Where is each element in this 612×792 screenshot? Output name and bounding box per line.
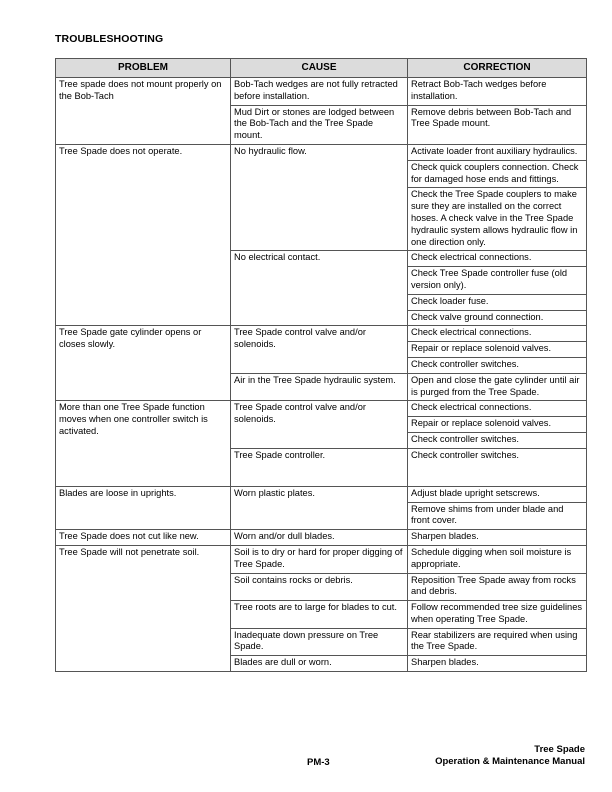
cause-cell: Tree Spade controller. xyxy=(231,448,408,486)
correction-cell: Check valve ground connection. xyxy=(408,310,587,326)
correction-cell: Check electrical connections. xyxy=(408,326,587,342)
correction-cell: Check controller switches. xyxy=(408,357,587,373)
correction-cell: Check controller switches. xyxy=(408,448,587,486)
cause-cell: Worn plastic plates. xyxy=(231,486,408,529)
page-heading: TROUBLESHOOTING xyxy=(55,33,164,45)
table-row xyxy=(56,486,587,502)
correction-cell: Check loader fuse. xyxy=(408,294,587,310)
correction-cell: Open and close the gate cylinder until air is purged from the Tree Spade. xyxy=(408,373,587,401)
cause-cell: Inadequate down pressure on Tree Spade. xyxy=(231,628,408,656)
column-header-correction: CORRECTION xyxy=(408,59,587,78)
cause-cell: Tree Spade control valve and/or solenoids. xyxy=(231,326,408,373)
cause-cell: Bob-Tach wedges are not fully retracted before installation. xyxy=(231,78,408,106)
correction-cell: Remove debris between Bob-Tach and Tree Spade mount. xyxy=(408,105,587,144)
footer-manual: Operation & Maintenance Manual xyxy=(435,756,585,767)
table-row xyxy=(56,530,587,546)
problem-cell: Tree Spade does not cut like new. xyxy=(56,530,231,546)
cause-cell: No electrical contact. xyxy=(231,251,408,326)
problem-cell: Tree Spade will not penetrate soil. xyxy=(56,545,231,671)
troubleshooting-table xyxy=(55,58,587,672)
footer-product: Tree Spade xyxy=(534,744,585,755)
column-header-cause: CAUSE xyxy=(231,59,408,78)
correction-cell: Reposition Tree Spade away from rocks and debris. xyxy=(408,573,587,601)
table-row xyxy=(56,144,587,160)
table-row xyxy=(56,326,587,342)
footer-title xyxy=(435,744,585,768)
correction-cell: Check electrical connections. xyxy=(408,251,587,267)
table-header-row xyxy=(56,59,587,78)
table-row xyxy=(56,401,587,417)
cause-cell: Soil is to dry or hard for proper digging of Tree Spade. xyxy=(231,545,408,573)
table-row xyxy=(56,545,587,573)
page-number: PM-3 xyxy=(307,757,330,768)
correction-cell: Adjust blade upright setscrews. xyxy=(408,486,587,502)
correction-cell: Schedule digging when soil moisture is appropriate. xyxy=(408,545,587,573)
correction-cell: Remove shims from under blade and front cover. xyxy=(408,502,587,530)
correction-cell: Repair or replace solenoid valves. xyxy=(408,417,587,433)
correction-cell: Sharpen blades. xyxy=(408,530,587,546)
column-header-problem: PROBLEM xyxy=(56,59,231,78)
cause-cell: Blades are dull or worn. xyxy=(231,656,408,672)
problem-cell: Tree spade does not mount properly on the Bob-Tach xyxy=(56,78,231,145)
correction-cell: Check Tree Spade controller fuse (old version only). xyxy=(408,267,587,295)
table-row xyxy=(56,78,587,106)
cause-cell: No hydraulic flow. xyxy=(231,144,408,250)
cause-cell: Tree roots are to large for blades to cut. xyxy=(231,601,408,629)
cause-cell: Mud Dirt or stones are lodged between the Bob-Tach and the Tree Spade mount. xyxy=(231,105,408,144)
cause-cell: Soil contains rocks or debris. xyxy=(231,573,408,601)
correction-cell: Rear stabilizers are required when using the Tree Spade. xyxy=(408,628,587,656)
cause-cell: Air in the Tree Spade hydraulic system. xyxy=(231,373,408,401)
problem-cell: Blades are loose in uprights. xyxy=(56,486,231,529)
correction-cell: Check quick couplers connection. Check for damaged hose ends and fittings. xyxy=(408,160,587,188)
correction-cell: Retract Bob-Tach wedges before installation. xyxy=(408,78,587,106)
problem-cell: Tree Spade gate cylinder opens or closes slowly. xyxy=(56,326,231,401)
correction-cell: Repair or replace solenoid valves. xyxy=(408,342,587,358)
problem-cell: Tree Spade does not operate. xyxy=(56,144,231,325)
correction-cell: Follow recommended tree size guidelines when operating Tree Spade. xyxy=(408,601,587,629)
correction-cell: Sharpen blades. xyxy=(408,656,587,672)
cause-cell: Worn and/or dull blades. xyxy=(231,530,408,546)
correction-cell: Check controller switches. xyxy=(408,432,587,448)
correction-cell: Activate loader front auxiliary hydraulics. xyxy=(408,144,587,160)
correction-cell: Check the Tree Spade couplers to make sure they are installed on the correct hoses. A check valve in the Tree Spade hydraulic system allows hydraulic flow in one direction only. xyxy=(408,188,587,251)
cause-cell: Tree Spade control valve and/or solenoids. xyxy=(231,401,408,448)
correction-cell: Check electrical connections. xyxy=(408,401,587,417)
problem-cell: More than one Tree Spade function moves when one controller switch is activated. xyxy=(56,401,231,486)
